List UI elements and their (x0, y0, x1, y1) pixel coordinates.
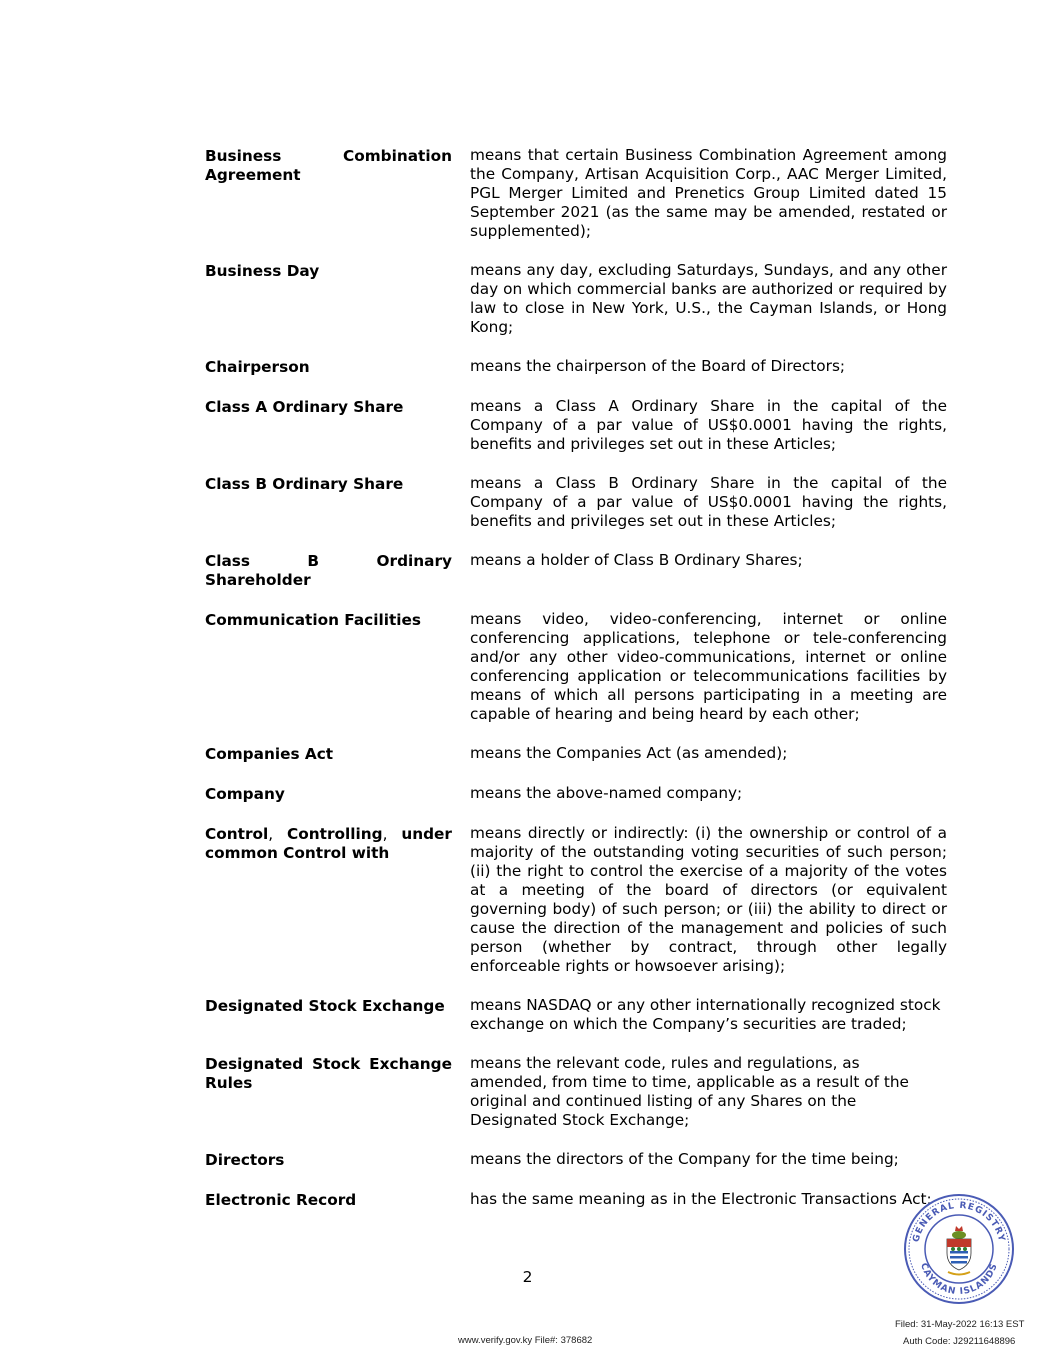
definition-text: means a Class B Ordinary Share in the capital of the Company of a par value of US$0.0001 having the rights, benefits and privileges set out in these Articles; (470, 474, 947, 530)
definition-text: means the chairperson of the Board of Directors; (470, 357, 846, 375)
definition-text: means the directors of the Company for the time being; (470, 1150, 899, 1168)
definition-text: means video, video-conferencing, internet or online conferencing applications, telephone or tele-conferencing and/or any other video-communications, internet or online conferencing application or telecommunications facilities by means of which all persons participating in a meeting are capable of hearing and being heard by each other; (470, 610, 947, 723)
term-communication-facilities: Communication Facilities (205, 611, 422, 629)
term-designated-stock-exchange: Designated Stock Exchange (205, 997, 445, 1015)
term-class-b-ordinary-share: Class B Ordinary Share (205, 475, 404, 493)
term-control (205, 824, 452, 976)
footer-verify-url: www.verify.gov.ky File#: 378682 (458, 1335, 593, 1346)
definition-entry (205, 824, 947, 976)
term-part: under common Control with (205, 825, 452, 862)
definition-entry (205, 1150, 947, 1170)
definition-entry (205, 784, 947, 804)
seal-top-text: GENERAL REGISTRY (911, 1200, 1007, 1244)
general-registry-seal-icon (898, 1193, 1021, 1305)
definition-entry (205, 397, 947, 454)
term-companies-act: Companies Act (205, 745, 334, 763)
definition-text: means the relevant code, rules and regulations, as amended, from time to time, applicable as a result of the original and continued listing of any Shares on the Designated Stock Exchange; (470, 1054, 909, 1129)
definition-entry (205, 474, 947, 531)
definition-text: means NASDAQ or any other internationally recognized stock exchange on which the Company’s securities are traded; (470, 996, 941, 1033)
term-separator: , (382, 825, 402, 843)
definition-entry (205, 551, 947, 590)
definitions-list (205, 146, 947, 1230)
footer-filed-date: Filed: 31-May-2022 16:13 EST (895, 1319, 1025, 1330)
term-chairperson: Chairperson (205, 358, 310, 376)
term-business-day: Business Day (205, 262, 320, 280)
term-separator: , (268, 825, 287, 843)
definition-text: means that certain Business Combination Agreement among the Company, Artisan Acquisition Corp., AAC Merger Limited, PGL Merger Limited and Prenetics Group Limited dated 15 September 2021 (as the same may be amended, restated or supplemented); (470, 146, 947, 240)
definition-entry (205, 1190, 947, 1210)
definition-entry (205, 261, 947, 337)
term-business-combination-agreement: Business Combination Agreement (205, 147, 452, 184)
definition-entry (205, 357, 947, 377)
seal-bottom-text: CAYMAN ISLANDS (918, 1261, 1000, 1298)
term-electronic-record: Electronic Record (205, 1191, 357, 1209)
definition-entry (205, 610, 947, 724)
definition-entry (205, 996, 947, 1034)
definition-entry (205, 1054, 947, 1130)
page-number: 2 (522, 1268, 533, 1286)
definition-text: means a Class A Ordinary Share in the capital of the Company of a par value of US$0.0001 having the rights, benefits and privileges set out in these Articles; (470, 397, 947, 453)
definition-text: means a holder of Class B Ordinary Shares; (470, 551, 803, 569)
term-class-a-ordinary-share: Class A Ordinary Share (205, 398, 404, 416)
definition-entry (205, 744, 947, 764)
definition-text: means any day, excluding Saturdays, Sundays, and any other day on which commercial banks are authorized or required by law to close in New York, U.S., the Cayman Islands, or Hong Kong; (470, 261, 947, 336)
definition-text: means directly or indirectly: (i) the ownership or control of a majority of the outstanding voting securities of such person; (ii) the right to control the exercise of a majority of the votes at a meeting of the board of directors (or equivalent governing body) of such person; or (iii) the ability to direct or cause the direction of the management and policies of such person (whether by contract, through other legally enforceable rights or howsoever arising); (470, 824, 947, 975)
definition-entry (205, 146, 947, 241)
term-part: Control (205, 825, 269, 843)
term-directors: Directors (205, 1151, 285, 1169)
definition-text: means the Companies Act (as amended); (470, 744, 788, 762)
footer-auth-code: Auth Code: J29211648896 (903, 1336, 1016, 1347)
term-class-b-ordinary-shareholder: Class B Ordinary Shareholder (205, 552, 452, 589)
definition-text: means the above-named company; (470, 784, 743, 802)
term-part: Controlling (287, 825, 383, 843)
term-designated-stock-exchange-rules: Designated Stock Exchange Rules (205, 1055, 452, 1092)
definition-text: has the same meaning as in the Electronic Transactions Act; (470, 1190, 932, 1208)
term-company: Company (205, 785, 285, 803)
